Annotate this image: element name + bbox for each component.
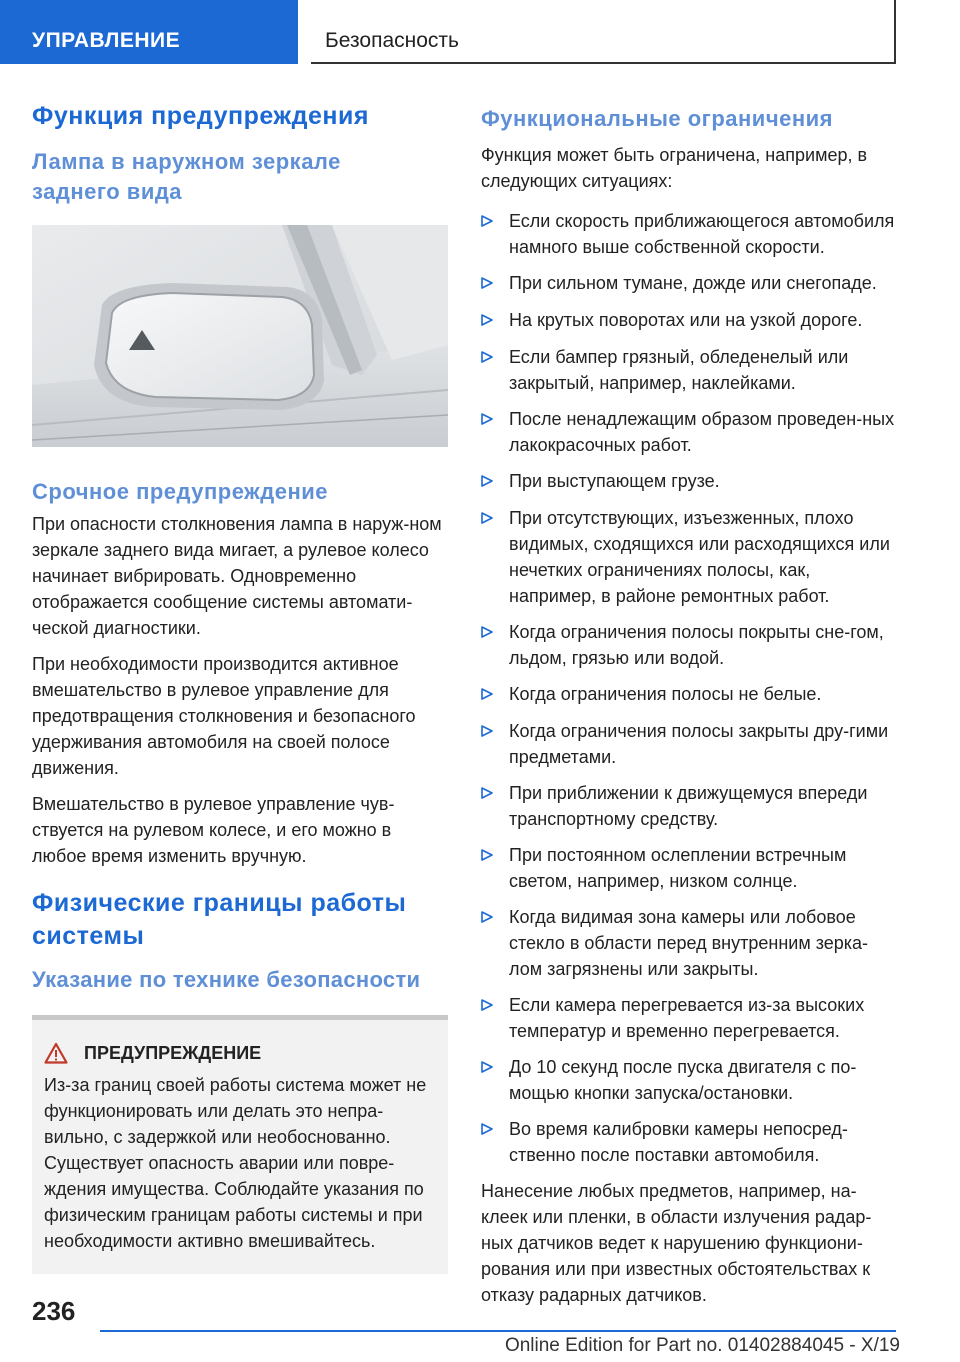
warning-header (44, 1042, 430, 1064)
left-column (32, 100, 448, 1274)
warning-title: ПРЕДУПРЕЖДЕНИЕ (84, 1042, 262, 1063)
heading-physical-limits: Физические границы работы системы (32, 889, 407, 950)
list-item: Если бампер грязный, обледенелый или закрытый, например, наклейками. (481, 344, 899, 396)
list-item: Когда ограничения полосы покрыты сне-гом, льдом, грязью или водой. (481, 619, 899, 671)
triangle-bullet-icon (481, 718, 509, 770)
right-column (481, 100, 899, 1308)
list-item: Если скорость приближающегося автомобиля намного выше собственной скорости. (481, 208, 899, 260)
triangle-bullet-icon (481, 681, 509, 708)
triangle-bullet-icon (481, 904, 509, 982)
triangle-bullet-icon (481, 505, 509, 609)
warning-box (32, 1015, 448, 1274)
paragraph-urgent-2: При необходимости производится активное вмешательство в рулевое управление для предотвращения столкновения и безопасного удерживания автомобиля на своей полосе движения. (32, 654, 416, 778)
list-item: На крутых поворотах или на узкой дороге. (481, 307, 899, 334)
list-item: Когда видимая зона камеры или лобовое стекло в области перед внутренним зерка-лом загрязнены или закрыты. (481, 904, 899, 982)
warning-triangle-icon (44, 1042, 68, 1064)
list-item: Если камера перегревается из-за высоких температур и временно перегревается. (481, 992, 899, 1044)
paragraph-urgent-1: При опасности столкновения лампа в наруж-ном зеркале заднего вида мигает, а рулевое колесо начинает вибрировать. Одновременно отображается сообщение системы автомати-ческой диагностики. (32, 514, 442, 638)
list-item: При выступающем грузе. (481, 468, 899, 495)
list-item: После ненадлежащим образом проведен-ных лакокрасочных работ. (481, 406, 899, 458)
triangle-bullet-icon (481, 1116, 509, 1168)
triangle-bullet-icon (481, 307, 509, 334)
mirror-illustration (32, 225, 448, 447)
triangle-bullet-icon (481, 619, 509, 671)
list-item: При постоянном ослеплении встречным светом, например, низком солнце. (481, 842, 899, 894)
warning-text: Из-за границ своей работы система может не функционировать или делать это непра-вильно, с задержкой или необоснованно. Существует опасность аварии или повре-ждения имущества. Соблюдайте указания по физическим границам работы системы и при необходимости активно вмешивайтесь. (44, 1075, 427, 1251)
list-item: Когда ограничения полосы закрыты дру-гими предметами. (481, 718, 899, 770)
triangle-bullet-icon (481, 208, 509, 260)
chapter-tab[interactable]: УПРАВЛЕНИЕ (0, 0, 298, 64)
page-number: 236 (32, 1296, 76, 1326)
limits-outro: Нанесение любых предметов, например, на-клеек или пленки, в области излучения радар-ных датчиков ведет к нарушению функциони-рования или при известных обстоятельствах к отказу радарных датчиков. (481, 1181, 872, 1305)
triangle-bullet-icon (481, 842, 509, 894)
section-title: Безопасность (311, 0, 896, 64)
page-header (0, 0, 960, 66)
list-item: До 10 секунд после пуска двигателя с по-мощью кнопки запуска/остановки. (481, 1054, 899, 1106)
limits-list (481, 208, 899, 1168)
triangle-bullet-icon (481, 780, 509, 832)
limits-intro: Функция может быть ограничена, например, в следующих ситуациях: (481, 145, 868, 191)
list-item: Во время калибровки камеры непосред-ственно после поставки автомобиля. (481, 1116, 899, 1168)
heading-functional-limits: Функциональные ограничения (481, 106, 833, 131)
triangle-bullet-icon (481, 344, 509, 396)
triangle-bullet-icon (481, 1054, 509, 1106)
mirror-image (32, 225, 448, 447)
list-item: При приближении к движущемуся впереди транспортному средству. (481, 780, 899, 832)
triangle-bullet-icon (481, 992, 509, 1044)
edition-info: Online Edition for Part no. 01402884045 - X/19 (504, 1335, 900, 1356)
triangle-bullet-icon (481, 270, 509, 297)
list-item: При отсутствующих, изъезженных, плохо видимых, сходящихся или расходящихся или нечетких ограничениях полосы, как, например, в районе ремонтных работ. (481, 505, 899, 609)
footer-divider (100, 1330, 896, 1332)
heading-safety-note: Указание по технике безопасности (32, 967, 421, 992)
heading-warning-function: Функция предупреждения (32, 102, 369, 130)
list-item: Когда ограничения полосы не белые. (481, 681, 899, 708)
list-item: При сильном тумане, дожде или снегопаде. (481, 270, 899, 297)
heading-mirror-lamp: Лампа в наружном зеркале заднего вида (32, 149, 341, 204)
triangle-bullet-icon (481, 468, 509, 495)
heading-urgent-warning: Срочное предупреждение (32, 479, 329, 504)
paragraph-urgent-3: Вмешательство в рулевое управление чув-ствуется на рулевом колесе, и его можно в любое время изменить вручную. (32, 794, 395, 866)
triangle-bullet-icon (481, 406, 509, 458)
